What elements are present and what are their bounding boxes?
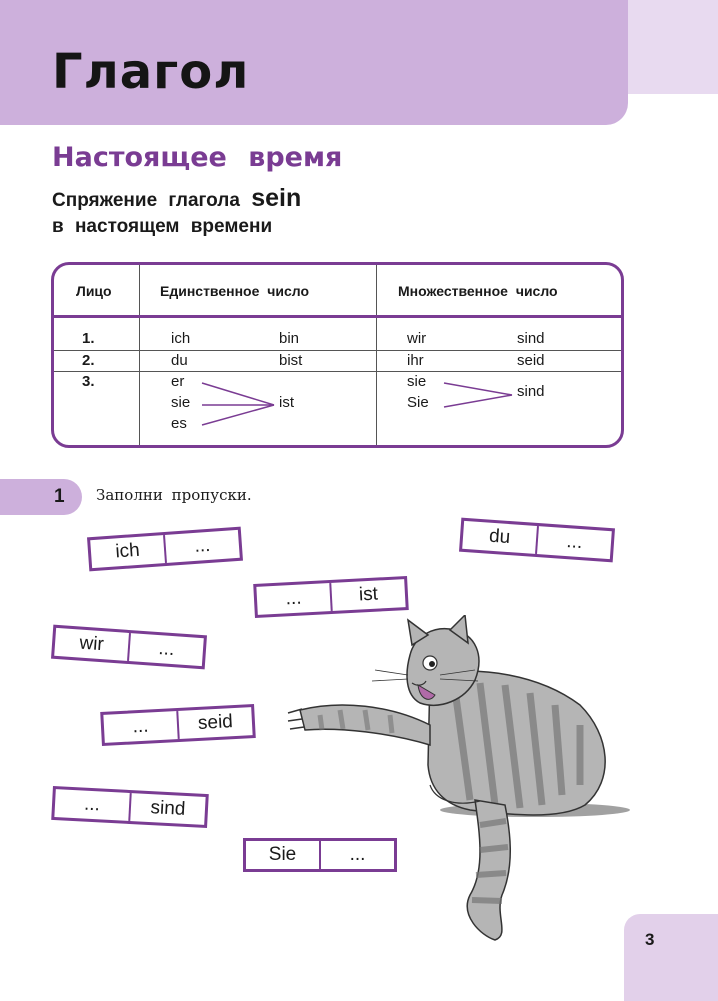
word-card[interactable] (253, 576, 409, 618)
sg-form: bin (279, 330, 300, 347)
pl-bracket-lines (442, 377, 518, 413)
word-card[interactable] (100, 704, 256, 746)
table-row-divider (54, 371, 621, 372)
card-left: Sie (268, 844, 297, 865)
row-number: 3. (82, 373, 95, 390)
table-header-divider (54, 315, 621, 318)
subtitle-verb: sein (251, 184, 302, 212)
sg-pronoun: es (171, 415, 187, 432)
pl-pronoun: wir (407, 330, 427, 347)
exercise-number: 1 (54, 486, 65, 507)
pl-pronoun: sie (407, 373, 427, 390)
conjugation-table (51, 262, 624, 448)
card-left: ... (285, 587, 302, 610)
card-left: du (488, 525, 511, 549)
table-divider (139, 265, 140, 445)
card-left: ... (83, 793, 101, 816)
section-subtitle (52, 186, 301, 211)
table-divider (376, 265, 377, 445)
pl-pronoun: Sie (407, 394, 429, 411)
row-number: 1. (82, 330, 95, 347)
sg-bracket-lines (200, 377, 280, 429)
card-right: ... (163, 530, 240, 563)
section-subtitle-line2: в настоящем времени (52, 216, 273, 237)
sg-pronoun: du (171, 352, 188, 369)
word-card[interactable] (87, 527, 243, 572)
card-right: ist (329, 579, 405, 611)
header-singular: Единственное число (160, 283, 310, 299)
pl-form: sind (517, 383, 545, 400)
sg-pronoun: sie (171, 394, 191, 411)
card-right: ... (127, 633, 204, 666)
word-card[interactable] (459, 518, 615, 563)
pl-form: seid (517, 352, 545, 369)
sg-pronoun: ich (171, 330, 191, 347)
sg-form: ist (279, 394, 294, 411)
sg-pronoun: er (171, 373, 185, 390)
chapter-title: Глагол (52, 44, 250, 100)
card-left: ... (132, 715, 149, 738)
table-row-divider (54, 350, 621, 351)
card-left: wir (78, 632, 105, 656)
header-plural: Множественное число (398, 283, 558, 299)
page-number-tab (624, 914, 718, 1001)
pl-form: sind (517, 330, 545, 347)
word-card[interactable] (51, 786, 209, 828)
sg-form: bist (279, 352, 303, 369)
page-number: 3 (645, 930, 655, 949)
card-right: ... (319, 841, 394, 869)
header-person: Лицо (76, 283, 112, 299)
row-number: 2. (82, 352, 95, 369)
exercise-instruction: Заполни пропуски. (96, 486, 252, 504)
card-right: seid (176, 707, 252, 739)
subtitle-prefix: Спряжение глагола (52, 190, 240, 211)
card-left: ich (114, 539, 141, 563)
section-title: Настоящее время (52, 142, 343, 173)
card-right: sind (128, 793, 205, 825)
pl-pronoun: ihr (407, 352, 424, 369)
cat-illustration (280, 615, 630, 945)
card-right: ... (535, 526, 612, 559)
exercise-badge (0, 479, 82, 515)
word-card[interactable] (51, 625, 207, 670)
